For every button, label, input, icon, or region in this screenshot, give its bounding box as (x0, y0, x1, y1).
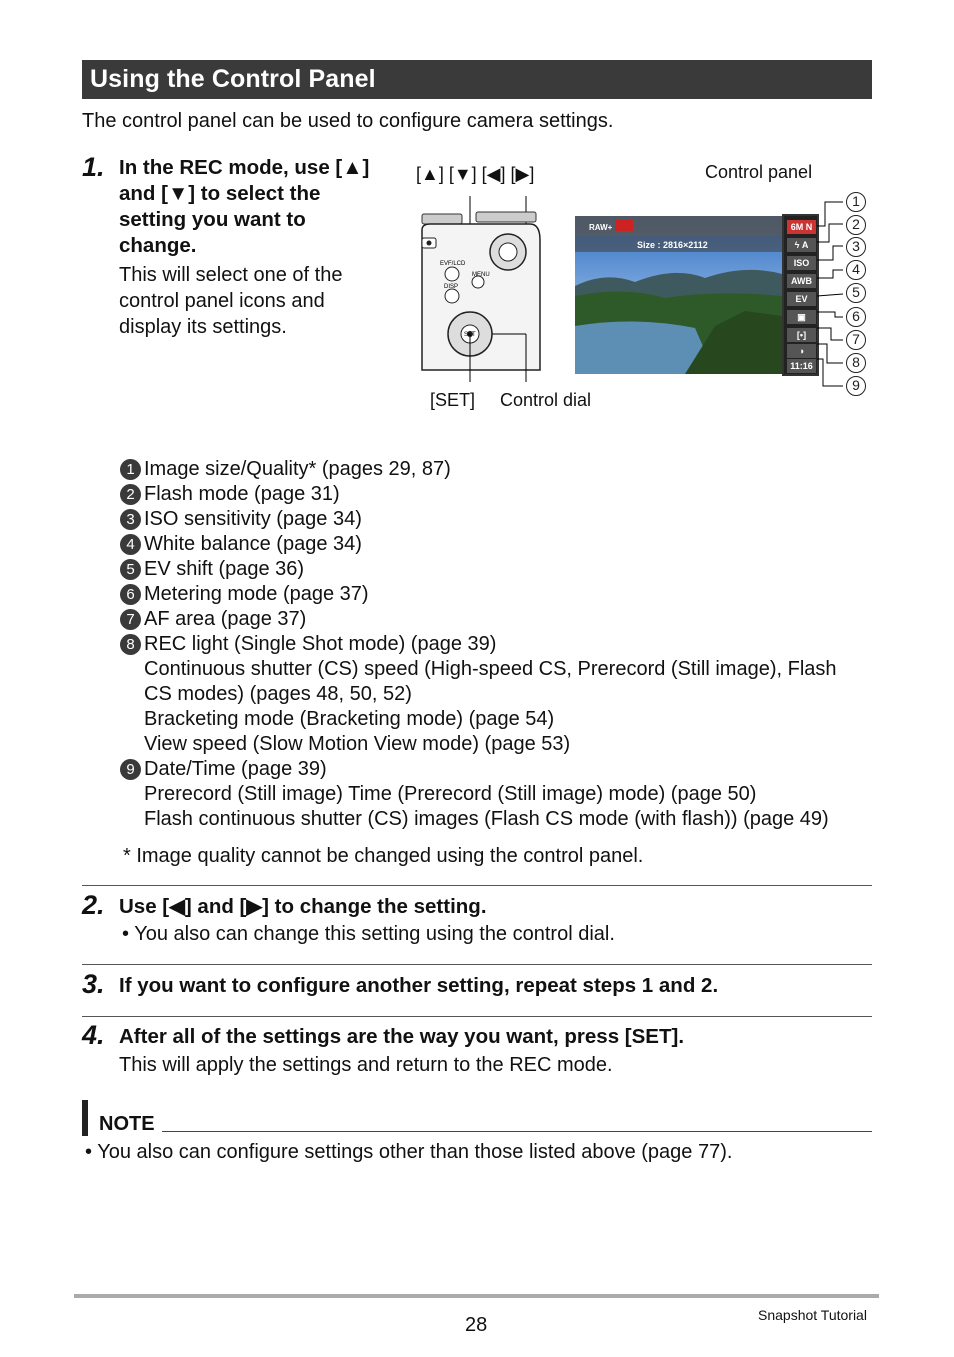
marker-6: 6 (846, 307, 866, 327)
landscape-image (575, 216, 782, 374)
camera-label: SET (464, 332, 476, 338)
date-time-icon: 11:16 (787, 359, 816, 373)
item-number: 3 (120, 509, 141, 530)
item-number: 6 (120, 584, 141, 605)
list-item (120, 582, 837, 607)
marker-4: 4 (846, 260, 866, 280)
list-item (120, 632, 837, 757)
item-number: 5 (120, 559, 141, 580)
step-1-number: 1. (82, 152, 105, 182)
item-text: EV shift (page 36) (144, 558, 305, 580)
camera-back-illustration (418, 190, 548, 382)
white-balance-icon: AWB (787, 274, 816, 288)
intro-text: The control panel can be used to configure camera settings. (82, 110, 614, 132)
footer-rule (74, 1294, 879, 1298)
footer-section: Snapshot Tutorial (758, 1307, 867, 1323)
list-item (120, 757, 837, 832)
metering-icon: ▣ (787, 310, 816, 324)
item-text: REC light (Single Shot mode) (page 39) (144, 633, 497, 655)
lcd-screen (575, 216, 782, 374)
item-text: AF area (page 37) (144, 608, 307, 630)
step-1-heading-line: change. (119, 234, 197, 257)
screen-size-text: Size : 2816×2112 (637, 240, 708, 250)
control-dial-label: Control dial (500, 390, 592, 410)
list-item (120, 457, 837, 482)
step-4-number: 4. (82, 1020, 105, 1050)
camera-label: EVF/LCD (440, 261, 466, 267)
list-item (120, 607, 837, 632)
item-text: View speed (Slow Motion View mode) (page 53) (144, 733, 571, 755)
step-2-heading: Use [◀] and [▶] to change the setting. (119, 895, 487, 918)
camera-label: DISP (444, 284, 459, 290)
iso-icon: ISO (787, 256, 816, 270)
note-label: NOTE (99, 1113, 155, 1135)
arrow-keys-label: [▲] [▼] [◀] [▶] (416, 164, 535, 184)
step-1-body (119, 262, 342, 340)
marker-8: 8 (846, 353, 866, 373)
footnote: * Image quality cannot be changed using the control panel. (123, 845, 644, 867)
ev-shift-icon: EV (787, 292, 816, 306)
image-size-icon: 6M N (787, 220, 816, 234)
step-1-heading-line: setting you want to (119, 208, 306, 231)
item-number: 9 (120, 759, 141, 780)
divider (82, 885, 872, 886)
item-text: Bracketing mode (Bracketing mode) (page 54) (144, 708, 555, 730)
section-title: Using the Control Panel (90, 65, 376, 93)
note-bar (82, 1100, 88, 1136)
step-2-bullet: • You also can change this setting using the control dial. (122, 923, 615, 945)
item-number: 4 (120, 534, 141, 555)
item-number: 2 (120, 484, 141, 505)
item-text: Flash mode (page 31) (144, 483, 340, 505)
marker-3: 3 (846, 237, 866, 257)
step-3-heading: If you want to configure another setting, repeat steps 1 and 2. (119, 974, 719, 997)
note-bullet: • You also can configure settings other than those listed above (page 77). (85, 1141, 733, 1163)
item-text: White balance (page 34) (144, 533, 362, 555)
step-3-number: 3. (82, 969, 105, 999)
step-4-heading: After all of the settings are the way you want, press [SET]. (119, 1025, 685, 1048)
item-number: 8 (120, 634, 141, 655)
marker-2: 2 (846, 215, 866, 235)
step-1-heading (119, 155, 369, 259)
step-1-body-line: This will select one of the (119, 264, 343, 286)
list-item (120, 507, 837, 532)
screen-top-text: RAW+ (589, 223, 613, 232)
list-item (120, 532, 837, 557)
item-number: 7 (120, 609, 141, 630)
flash-icon: ϟ A (787, 238, 816, 252)
divider (82, 1016, 872, 1017)
item-text: Date/Time (page 39) (144, 758, 327, 780)
marker-7: 7 (846, 330, 866, 350)
marker-1: 1 (846, 192, 866, 212)
step-1-body-line: display its settings. (119, 316, 287, 338)
step-1-body-line: control panel icons and (119, 290, 325, 312)
camera-label: MENU (472, 272, 490, 278)
rec-light-icon: ◑ (787, 344, 816, 358)
item-text: Continuous shutter (CS) speed (High-speed CS, Prerecord (Still image), Flash (144, 658, 837, 680)
list-item (120, 557, 837, 582)
item-text: Image size/Quality* (pages 29, 87) (144, 458, 451, 480)
step-1-heading-line: In the REC mode, use [▲] (119, 156, 370, 179)
step-4-body: This will apply the settings and return to the REC mode. (119, 1054, 613, 1076)
step-2-number: 2. (82, 890, 105, 920)
note-rule (162, 1131, 872, 1132)
item-text: Prerecord (Still image) Time (Prerecord (Still image) mode) (page 50) (144, 783, 757, 805)
settings-list (120, 457, 837, 832)
control-panel-label: Control panel (705, 162, 813, 182)
item-text: ISO sensitivity (page 34) (144, 508, 362, 530)
item-text: CS modes) (pages 48, 50, 52) (144, 683, 412, 705)
af-area-icon: [•] (787, 328, 816, 342)
page-number: 28 (465, 1314, 488, 1336)
item-text: Flash continuous shutter (CS) images (Flash CS mode (with flash)) (page 49) (144, 808, 829, 830)
divider (82, 964, 872, 965)
marker-9: 9 (846, 376, 866, 396)
marker-5: 5 (846, 283, 866, 303)
section-title-bar (82, 60, 872, 99)
item-text: Metering mode (page 37) (144, 583, 369, 605)
step-1-heading-line: and [▼] to select the (119, 182, 321, 205)
set-label: [SET] (430, 390, 476, 410)
list-item (120, 482, 837, 507)
item-number: 1 (120, 459, 141, 480)
control-panel-column (782, 214, 819, 376)
